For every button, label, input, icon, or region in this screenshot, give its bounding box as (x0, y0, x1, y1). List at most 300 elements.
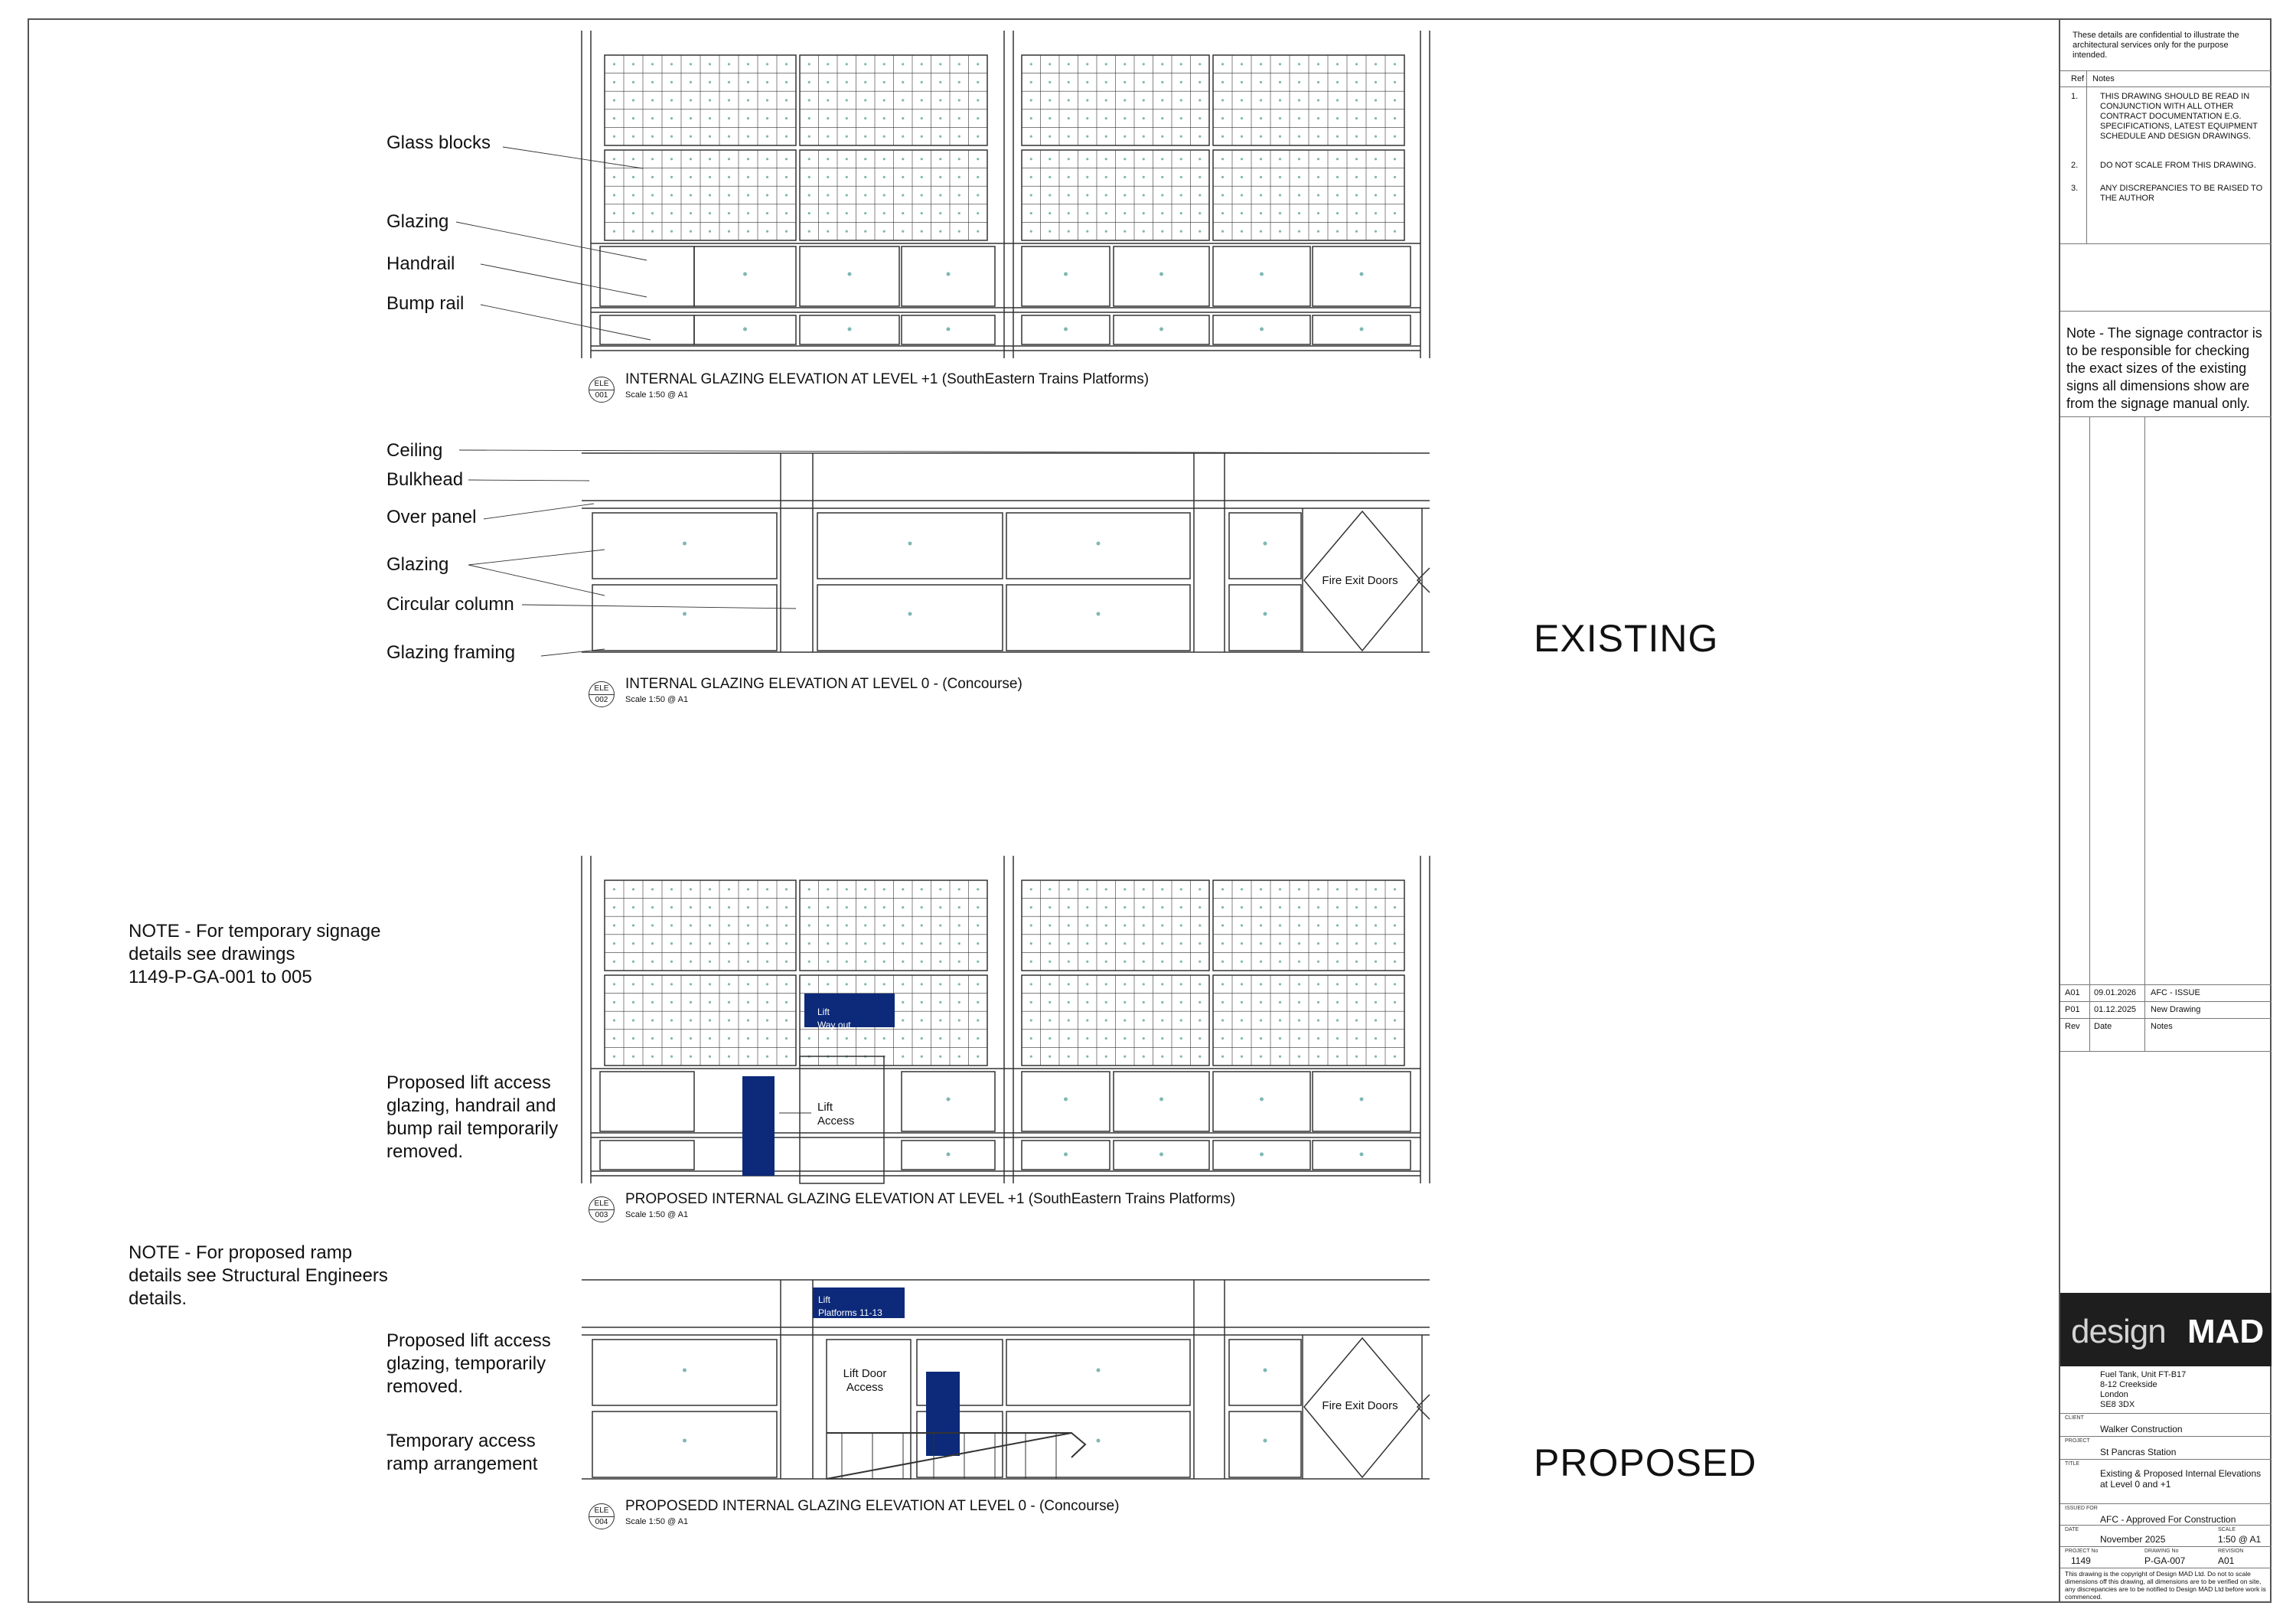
glass-block-dot (1336, 1001, 1339, 1004)
glass-block-dot (1375, 99, 1377, 101)
glass-block-dot (902, 942, 904, 945)
glass-block-dot (785, 135, 788, 138)
glass-block-dot (827, 63, 829, 65)
glass-block-dot (1260, 924, 1262, 926)
glass-block-dot (1086, 194, 1088, 196)
project-value: St Pancras Station (2100, 1447, 2177, 1457)
glass-block-dot (670, 942, 673, 945)
fire-exit-doors-label-proposed: Fire Exit Doors (1322, 1399, 1398, 1412)
glass-block-dot (728, 1019, 730, 1021)
glass-block-dot (977, 906, 979, 909)
glazing-marker (1260, 328, 1264, 331)
glass-block-dot (1086, 1037, 1088, 1039)
glazing-panel (600, 1072, 694, 1131)
glazing-marker (947, 273, 951, 276)
glass-block-dot (766, 906, 768, 909)
glass-block-dot (1161, 1001, 1163, 1004)
glass-block-dot (709, 983, 711, 985)
glass-block-dot (1199, 99, 1201, 101)
note-proposed-lift-access: Proposed lift access glazing, handrail and bump rail temporarily removed. (386, 1072, 559, 1162)
glazing-marker (1064, 328, 1068, 331)
glass-block-dot (1260, 117, 1262, 119)
glass-block-dot (1199, 1001, 1201, 1004)
glass-block-dot (1143, 1056, 1145, 1058)
glass-block-dot (1394, 230, 1396, 233)
glass-block-dot (921, 176, 923, 178)
glass-block-dot (766, 135, 768, 138)
glass-block-dot (670, 906, 673, 909)
glass-block-dot (1394, 135, 1396, 138)
glass-block-dot (785, 961, 788, 963)
glass-block-dot (709, 194, 711, 196)
glass-block-dot (690, 117, 692, 119)
elevation-002-graphic (582, 453, 1430, 652)
glass-block-dot (670, 1037, 673, 1039)
glass-block-dot (709, 212, 711, 214)
glass-block-dot (1355, 1056, 1358, 1058)
glass-block-dot (728, 117, 730, 119)
glass-block-dot (1221, 81, 1224, 83)
glass-block-dot (921, 117, 923, 119)
glass-block-dot (1086, 63, 1088, 65)
glass-block-dot (1068, 888, 1070, 890)
glass-block-dot (939, 961, 941, 963)
glass-block-dot (728, 1056, 730, 1058)
glass-block-dot (827, 194, 829, 196)
glass-block-dot (1086, 983, 1088, 985)
glass-block-dot (632, 176, 634, 178)
glass-block-dot (1199, 906, 1201, 909)
glass-block-dot (690, 1019, 692, 1021)
glass-block-dot (1298, 942, 1300, 945)
glass-block-dot (808, 212, 810, 214)
glass-block-dot (1336, 135, 1339, 138)
glass-block-dot (1298, 212, 1300, 214)
glass-block-dot (958, 1056, 960, 1058)
glass-block-dot (1161, 942, 1163, 945)
glass-block-dot (1049, 63, 1051, 65)
glass-block-dot (921, 983, 923, 985)
glass-block-dot (1394, 99, 1396, 101)
glass-block-dot (827, 942, 829, 945)
glass-block-dot (690, 230, 692, 233)
glass-block-dot (1143, 176, 1145, 178)
glass-block-dot (1143, 983, 1145, 985)
glass-block-dot (1199, 176, 1201, 178)
glass-block-dot (1143, 81, 1145, 83)
glass-block-dot (939, 176, 941, 178)
glass-block-dot (728, 1001, 730, 1004)
glass-block-dot (613, 63, 615, 65)
glass-block-dot (921, 942, 923, 945)
glass-block-dot (1317, 135, 1319, 138)
glass-block-dot (902, 1001, 904, 1004)
glass-block-dot (958, 1037, 960, 1039)
glass-block-dot (690, 1056, 692, 1058)
glass-block-dot (958, 176, 960, 178)
glass-block-dot (958, 135, 960, 138)
glass-block-dot (958, 230, 960, 233)
glass-block-dot (1241, 212, 1243, 214)
glass-block-dot (1105, 99, 1107, 101)
glass-block-dot (1221, 888, 1224, 890)
glass-block-dot (846, 1037, 848, 1039)
glass-block-dot (1260, 158, 1262, 160)
glass-block-dot (1355, 135, 1358, 138)
glass-block-dot (1124, 230, 1126, 233)
glass-block-dot (709, 888, 711, 890)
glazing-panel (592, 1411, 777, 1477)
glass-block-dot (883, 942, 885, 945)
glass-block-dot (1298, 81, 1300, 83)
glass-block-dot (1030, 1056, 1032, 1058)
glass-block-dot (1317, 158, 1319, 160)
glazing-marker (1264, 1439, 1267, 1443)
glass-block-dot (728, 230, 730, 233)
glazing-panel (1313, 246, 1411, 306)
glass-block-dot (1336, 888, 1339, 890)
glass-block-dot (1260, 81, 1262, 83)
glass-block-dot (1199, 1019, 1201, 1021)
glass-block-dot (1298, 117, 1300, 119)
glass-block-dot (1317, 63, 1319, 65)
glass-block-dot (709, 158, 711, 160)
glass-block-dot (1260, 888, 1262, 890)
glass-block-dot (690, 176, 692, 178)
note-temporary-ramp: Temporary access ramp arrangement (386, 1431, 538, 1474)
glass-block-dot (613, 212, 615, 214)
glazing-panel (592, 1340, 777, 1405)
project-no-value: 1149 (2071, 1555, 2091, 1566)
glass-block-dot (1049, 1019, 1051, 1021)
glass-block-dot (1030, 81, 1032, 83)
glass-block-dot (670, 1019, 673, 1021)
glass-block-dot (902, 888, 904, 890)
glass-block-dot (1375, 158, 1377, 160)
bump-rail-panel (600, 315, 694, 344)
glass-block-dot (1068, 158, 1070, 160)
glass-block-dot (1161, 135, 1163, 138)
glass-block-dot (1355, 117, 1358, 119)
label-handrail: Handrail (386, 253, 455, 274)
glass-block-dot (1105, 1001, 1107, 1004)
glass-block-dot (766, 99, 768, 101)
glass-block-dot (1199, 81, 1201, 83)
glass-block-dot (785, 117, 788, 119)
glass-block-dot (1105, 1019, 1107, 1021)
glass-block-dot (1298, 63, 1300, 65)
glass-block-dot (1199, 158, 1201, 160)
glass-block-dot (1161, 906, 1163, 909)
glass-block-dot (709, 1056, 711, 1058)
glass-block-dot (785, 983, 788, 985)
glass-block-dot (939, 983, 941, 985)
glass-block-dot (1143, 1001, 1145, 1004)
glass-block-dot (1143, 924, 1145, 926)
glass-block-dot (747, 63, 749, 65)
glass-block-dot (670, 117, 673, 119)
glass-block-dot (613, 961, 615, 963)
glass-block-dot (766, 1001, 768, 1004)
glass-block-dot (1068, 1037, 1070, 1039)
glass-block-dot (747, 176, 749, 178)
glass-block-dot (1086, 135, 1088, 138)
glass-block-dot (1355, 63, 1358, 65)
glass-block-dot (1355, 81, 1358, 83)
glass-block-dot (1049, 1037, 1051, 1039)
glass-block-dot (846, 81, 848, 83)
glass-block-dot (1030, 212, 1032, 214)
glass-block-dot (785, 99, 788, 101)
glass-block-dot (1180, 158, 1182, 160)
glass-block-dot (1355, 888, 1358, 890)
tb-divider-client (2060, 1413, 2272, 1414)
glass-block-dot (1049, 81, 1051, 83)
glass-block-dot (1375, 961, 1377, 963)
glass-block-dot (864, 194, 866, 196)
glass-block-dot (977, 63, 979, 65)
tb-divider-numbers (2060, 1546, 2272, 1547)
glass-block-dot (1375, 81, 1377, 83)
glass-block-dot (728, 135, 730, 138)
glass-block-dot (1105, 194, 1107, 196)
glass-block-dot (902, 63, 904, 65)
elevation-003-graphic (582, 856, 1430, 1183)
glass-block-dot (1336, 158, 1339, 160)
glass-block-dot (785, 888, 788, 890)
glass-block-dot (1199, 230, 1201, 233)
glass-block-dot (1241, 1037, 1243, 1039)
glass-block-dot (939, 117, 941, 119)
glass-block-dot (958, 1019, 960, 1021)
glass-block-dot (1049, 135, 1051, 138)
note-ref-2: 2. (2071, 161, 2079, 170)
glass-block-dot (939, 99, 941, 101)
section-label-proposed: PROPOSED (1534, 1441, 1757, 1484)
glass-block-dot (1375, 63, 1377, 65)
glass-block-dot (1068, 983, 1070, 985)
glass-block-dot (827, 176, 829, 178)
glass-block-dot (846, 176, 848, 178)
glass-block-dot (883, 212, 885, 214)
glass-block-dot (939, 1019, 941, 1021)
tb-divider-issued (2060, 1503, 2272, 1504)
glass-block-dot (1355, 1001, 1358, 1004)
glass-block-dot (651, 117, 654, 119)
glass-block-dot (1375, 983, 1377, 985)
glass-block-dot (846, 924, 848, 926)
glass-block-dot (747, 135, 749, 138)
glass-block-dot (785, 924, 788, 926)
glass-block-dot (1143, 135, 1145, 138)
glass-block-dot (808, 1037, 810, 1039)
glass-block-dot (1124, 63, 1126, 65)
glass-block-dot (864, 1037, 866, 1039)
glass-block-dot (808, 906, 810, 909)
glass-block-dot (1279, 888, 1281, 890)
glass-block-dot (1180, 194, 1182, 196)
glass-block-dot (766, 888, 768, 890)
glass-block-dot (632, 99, 634, 101)
glass-block-dot (1221, 1019, 1224, 1021)
glass-block-dot (1180, 230, 1182, 233)
glass-block-dot (1068, 81, 1070, 83)
glass-block-dot (1161, 888, 1163, 890)
lift-door-access-label: Lift Door Access (843, 1367, 887, 1394)
client-value: Walker Construction (2100, 1424, 2183, 1434)
glass-block-dot (1241, 888, 1243, 890)
drawing-no-value: P-GA-007 (2144, 1555, 2186, 1566)
glass-block-dot (808, 961, 810, 963)
glass-block-dot (670, 135, 673, 138)
glass-block-dot (766, 1019, 768, 1021)
glazing-panel (1213, 1072, 1310, 1131)
glass-block-dot (864, 924, 866, 926)
glass-block-dot (1105, 924, 1107, 926)
glass-block-dot (747, 983, 749, 985)
glass-block-dot (1086, 99, 1088, 101)
glass-block-dot (613, 99, 615, 101)
glass-block-dot (613, 924, 615, 926)
glass-block-dot (1279, 1001, 1281, 1004)
glass-block-dot (902, 158, 904, 160)
glass-block-dot (1317, 906, 1319, 909)
glass-block-dot (651, 194, 654, 196)
glass-block-dot (1241, 906, 1243, 909)
date-label: DATE (2065, 1527, 2079, 1532)
label-bump-rail: Bump rail (386, 293, 465, 314)
glass-block-dot (1143, 194, 1145, 196)
glass-block-dot (1105, 212, 1107, 214)
glass-block-dot (728, 961, 730, 963)
glass-block-dot (1260, 942, 1262, 945)
glass-block-dot (1355, 99, 1358, 101)
glass-block-dot (864, 888, 866, 890)
glass-block-dot (1336, 63, 1339, 65)
glass-block-dot (766, 230, 768, 233)
glass-block-dot (1336, 81, 1339, 83)
glass-block-dot (651, 158, 654, 160)
glass-block-dot (864, 230, 866, 233)
glass-block-dot (1279, 63, 1281, 65)
revision-label: REVISION (2218, 1549, 2244, 1554)
glass-block-dot (1030, 942, 1032, 945)
glass-block-dot (808, 135, 810, 138)
confidential-note: These details are confidential to illustrate the architectural services only for the purpose intended. (2073, 31, 2239, 60)
glass-block-dot (747, 117, 749, 119)
glass-block-dot (1279, 230, 1281, 233)
glazing-panel (1114, 246, 1209, 306)
rev-col-1 (2089, 416, 2090, 1052)
glass-block-dot (921, 81, 923, 83)
glass-block-dot (1375, 1037, 1377, 1039)
glass-block-dot (613, 1019, 615, 1021)
glass-block-dot (939, 906, 941, 909)
glass-block-dot (846, 942, 848, 945)
glass-block-dot (766, 117, 768, 119)
lift-access-label: Lift Access (817, 1101, 855, 1128)
note-ref-1: 1. (2071, 92, 2079, 101)
glass-block-dot (1260, 212, 1262, 214)
glass-block-dot (939, 924, 941, 926)
glass-block-dot (690, 158, 692, 160)
glass-block-dot (1317, 176, 1319, 178)
glass-block-dot (1124, 1056, 1126, 1058)
glazing-panel (1229, 585, 1301, 651)
glazing-marker (1159, 1098, 1163, 1101)
glass-block-dot (670, 63, 673, 65)
glass-block-dot (785, 194, 788, 196)
revision-value: A01 (2218, 1555, 2235, 1566)
glass-block-dot (1221, 942, 1224, 945)
glass-block-dot (651, 63, 654, 65)
glass-block-dot (1124, 158, 1126, 160)
glass-block-dot (1143, 117, 1145, 119)
glass-block-dot (921, 906, 923, 909)
glass-block-dot (1049, 117, 1051, 119)
glass-block-dot (864, 961, 866, 963)
glass-block-dot (902, 961, 904, 963)
glass-block-dot (1049, 212, 1051, 214)
glass-block-dot (747, 1056, 749, 1058)
glazing-panel (902, 1072, 995, 1131)
glass-block-dot (1298, 135, 1300, 138)
glass-block-dot (864, 99, 866, 101)
glazing-marker (1097, 612, 1101, 616)
glass-block-dot (827, 158, 829, 160)
glass-block-dot (1049, 906, 1051, 909)
glass-block-dot (1105, 117, 1107, 119)
glass-block-dot (883, 81, 885, 83)
copyright-note: This drawing is the copyright of Design MAD Ltd. Do not to scale dimensions off this drawing, all dimensions are to be verified on site, any discrepancies are to be notified to Design MAD Ltd before work is commenced. (2065, 1570, 2266, 1601)
glazing-panel (1006, 513, 1190, 579)
glass-block-dot (883, 176, 885, 178)
glass-block-dot (1030, 135, 1032, 138)
glass-block-dot (1260, 906, 1262, 909)
glass-block-dot (766, 924, 768, 926)
glass-block-dot (1221, 117, 1224, 119)
glass-block-dot (1086, 1001, 1088, 1004)
glazing-marker (683, 1439, 687, 1443)
glass-block-dot (864, 942, 866, 945)
glass-block-dot (651, 942, 654, 945)
glass-block-dot (613, 194, 615, 196)
glass-block-dot (1199, 961, 1201, 963)
glass-block-dot (1221, 135, 1224, 138)
glass-block-dot (613, 1037, 615, 1039)
glass-block-dot (785, 942, 788, 945)
glass-block-dot (632, 1019, 634, 1021)
glass-block-dot (670, 212, 673, 214)
glass-block-dot (808, 176, 810, 178)
glass-block-dot (1221, 983, 1224, 985)
glass-block-dot (709, 1019, 711, 1021)
glass-block-dot (632, 888, 634, 890)
glazing-panel (1022, 1072, 1110, 1131)
glass-block-dot (632, 924, 634, 926)
glass-block-dot (939, 1056, 941, 1058)
glass-block-dot (1124, 1001, 1126, 1004)
glass-block-dot (1394, 942, 1396, 945)
glass-block-dot (1336, 117, 1339, 119)
glass-block-dot (1161, 176, 1163, 178)
glass-block-dot (846, 135, 848, 138)
glass-block-dot (1241, 961, 1243, 963)
glass-block-dot (939, 135, 941, 138)
glass-block-dot (1260, 1001, 1262, 1004)
glass-block-dot (690, 1001, 692, 1004)
date-value: November 2025 (2100, 1534, 2166, 1545)
